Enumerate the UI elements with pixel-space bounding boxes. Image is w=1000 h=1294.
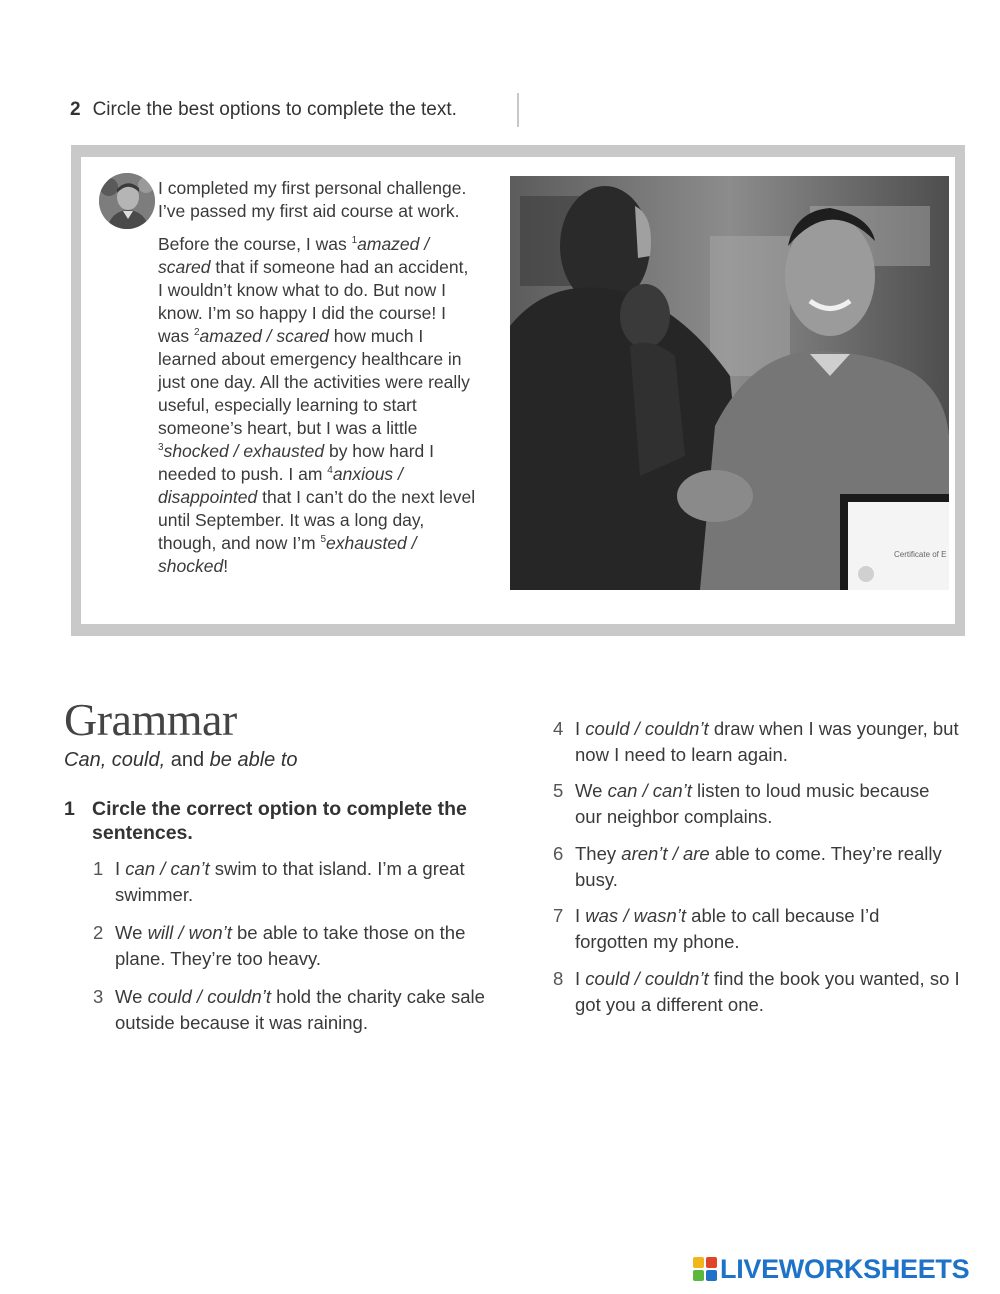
sentence-item-7 bbox=[553, 903, 953, 954]
sentence-item-2 bbox=[93, 920, 518, 971]
option-gap-3[interactable]: shocked / exhausted bbox=[163, 441, 325, 461]
grammar-subtitle bbox=[64, 749, 298, 772]
sentence-item-6 bbox=[553, 841, 968, 892]
reading-inner-panel bbox=[81, 157, 955, 624]
option-choice[interactable]: could / couldn’t bbox=[147, 986, 271, 1007]
text-segment: swim to that island. I’m a great swimmer. bbox=[115, 858, 465, 905]
item-number: 5 bbox=[553, 780, 564, 801]
item-number: 3 bbox=[93, 986, 104, 1007]
text-segment: be able to take those on the plane. They’re too heavy. bbox=[115, 922, 466, 969]
text-segment: find the book you wanted, so I got you a different one. bbox=[575, 968, 960, 1015]
item-number: 6 bbox=[553, 843, 564, 864]
option-gap-4[interactable]: anxious / disappointed bbox=[158, 464, 403, 507]
text-segment: I bbox=[115, 858, 126, 879]
subtitle-part: and bbox=[165, 749, 210, 771]
option-choice[interactable]: can / can’t bbox=[607, 780, 692, 801]
option-gap-2[interactable]: amazed / scared bbox=[199, 326, 329, 346]
text-segment: We bbox=[575, 780, 608, 801]
exercise-instruction: Circle the correct option to complete the sentences. bbox=[92, 798, 467, 844]
reading-box bbox=[71, 145, 965, 636]
text-segment: I bbox=[575, 718, 586, 739]
text-segment: Before the course, I was bbox=[158, 234, 352, 254]
text-segment: We bbox=[115, 922, 148, 943]
text-segment: hold the charity cake sale outside because it was raining. bbox=[115, 986, 485, 1033]
liveworksheets-logo[interactable] bbox=[693, 1254, 969, 1284]
sentence-item-1 bbox=[93, 856, 518, 907]
exercise-instruction: Circle the best options to complete the text. bbox=[92, 99, 457, 120]
option-gap-1[interactable]: amazed / scared bbox=[158, 234, 430, 277]
sentence-item-4 bbox=[553, 716, 963, 767]
option-gap-5[interactable]: exhausted / shocked bbox=[158, 533, 417, 576]
logo-text: LIVEWORKSHEETS bbox=[720, 1253, 970, 1284]
exercise-number: 1 bbox=[64, 798, 75, 820]
text-segment: I bbox=[575, 968, 586, 989]
subtitle-part: be able to bbox=[209, 749, 298, 771]
gap-number-5: 5 bbox=[320, 534, 327, 546]
exercise-1-header bbox=[64, 797, 514, 845]
author-avatar bbox=[99, 173, 155, 229]
text-segment: ! bbox=[223, 556, 229, 576]
text-segment: able to come. They’re really busy. bbox=[575, 843, 942, 890]
text-segment: They bbox=[575, 843, 622, 864]
option-choice[interactable]: could / couldn’t bbox=[585, 718, 709, 739]
liveworksheets-icon bbox=[693, 1257, 718, 1282]
header-divider bbox=[517, 93, 519, 127]
item-number: 4 bbox=[553, 718, 564, 739]
gap-number-2: 2 bbox=[193, 327, 200, 339]
certificate-text: Certificate of E bbox=[894, 550, 947, 559]
subtitle-part: Can, could, bbox=[64, 749, 166, 771]
text-segment: draw when I was younger, but now I need to learn again. bbox=[575, 718, 959, 765]
option-choice[interactable]: will / won’t bbox=[147, 922, 232, 943]
text-segment: that if someone had an accident, I wouldn’t know what to do. But now I know. I’m so happy I did the course! I was bbox=[158, 257, 469, 346]
option-choice[interactable]: was / wasn’t bbox=[585, 905, 687, 926]
text-segment: that I can’t do the next level until September. It was a long day, though, and now I’m bbox=[158, 487, 476, 553]
option-choice[interactable]: aren’t / are bbox=[621, 843, 710, 864]
reading-text bbox=[158, 177, 478, 588]
reading-paragraph-main bbox=[158, 233, 478, 578]
option-choice[interactable]: can / can’t bbox=[125, 858, 210, 879]
text-segment: by how hard I needed to push. I am bbox=[158, 441, 435, 484]
item-number: 7 bbox=[553, 905, 564, 926]
reading-paragraph-intro: I completed my first personal challenge. I’ve passed my first aid course at work. bbox=[158, 178, 467, 221]
handshake-photo bbox=[510, 176, 949, 590]
gap-number-3: 3 bbox=[158, 442, 164, 454]
item-number: 1 bbox=[93, 858, 104, 879]
option-choice[interactable]: could / couldn’t bbox=[585, 968, 709, 989]
sentence-item-8 bbox=[553, 966, 968, 1017]
text-segment: able to call because I’d forgotten my phone. bbox=[575, 905, 880, 952]
text-segment: We bbox=[115, 986, 148, 1007]
text-segment: I bbox=[575, 905, 586, 926]
exercise-number: 2 bbox=[70, 99, 81, 120]
gap-number-1: 1 bbox=[351, 235, 358, 247]
sentence-item-3 bbox=[93, 984, 523, 1035]
exercise-2-header bbox=[70, 99, 457, 121]
item-number: 8 bbox=[553, 968, 564, 989]
item-number: 2 bbox=[93, 922, 104, 943]
text-segment: how much I learned about emergency healthcare in just one day. All the activities were really useful, especially learning to start someone’s heart, but I was a little bbox=[158, 326, 470, 438]
grammar-title: Grammar bbox=[64, 694, 237, 745]
gap-number-4: 4 bbox=[327, 465, 333, 477]
sentence-item-5 bbox=[553, 778, 958, 829]
text-segment: listen to loud music because our neighbor complains. bbox=[575, 780, 930, 827]
